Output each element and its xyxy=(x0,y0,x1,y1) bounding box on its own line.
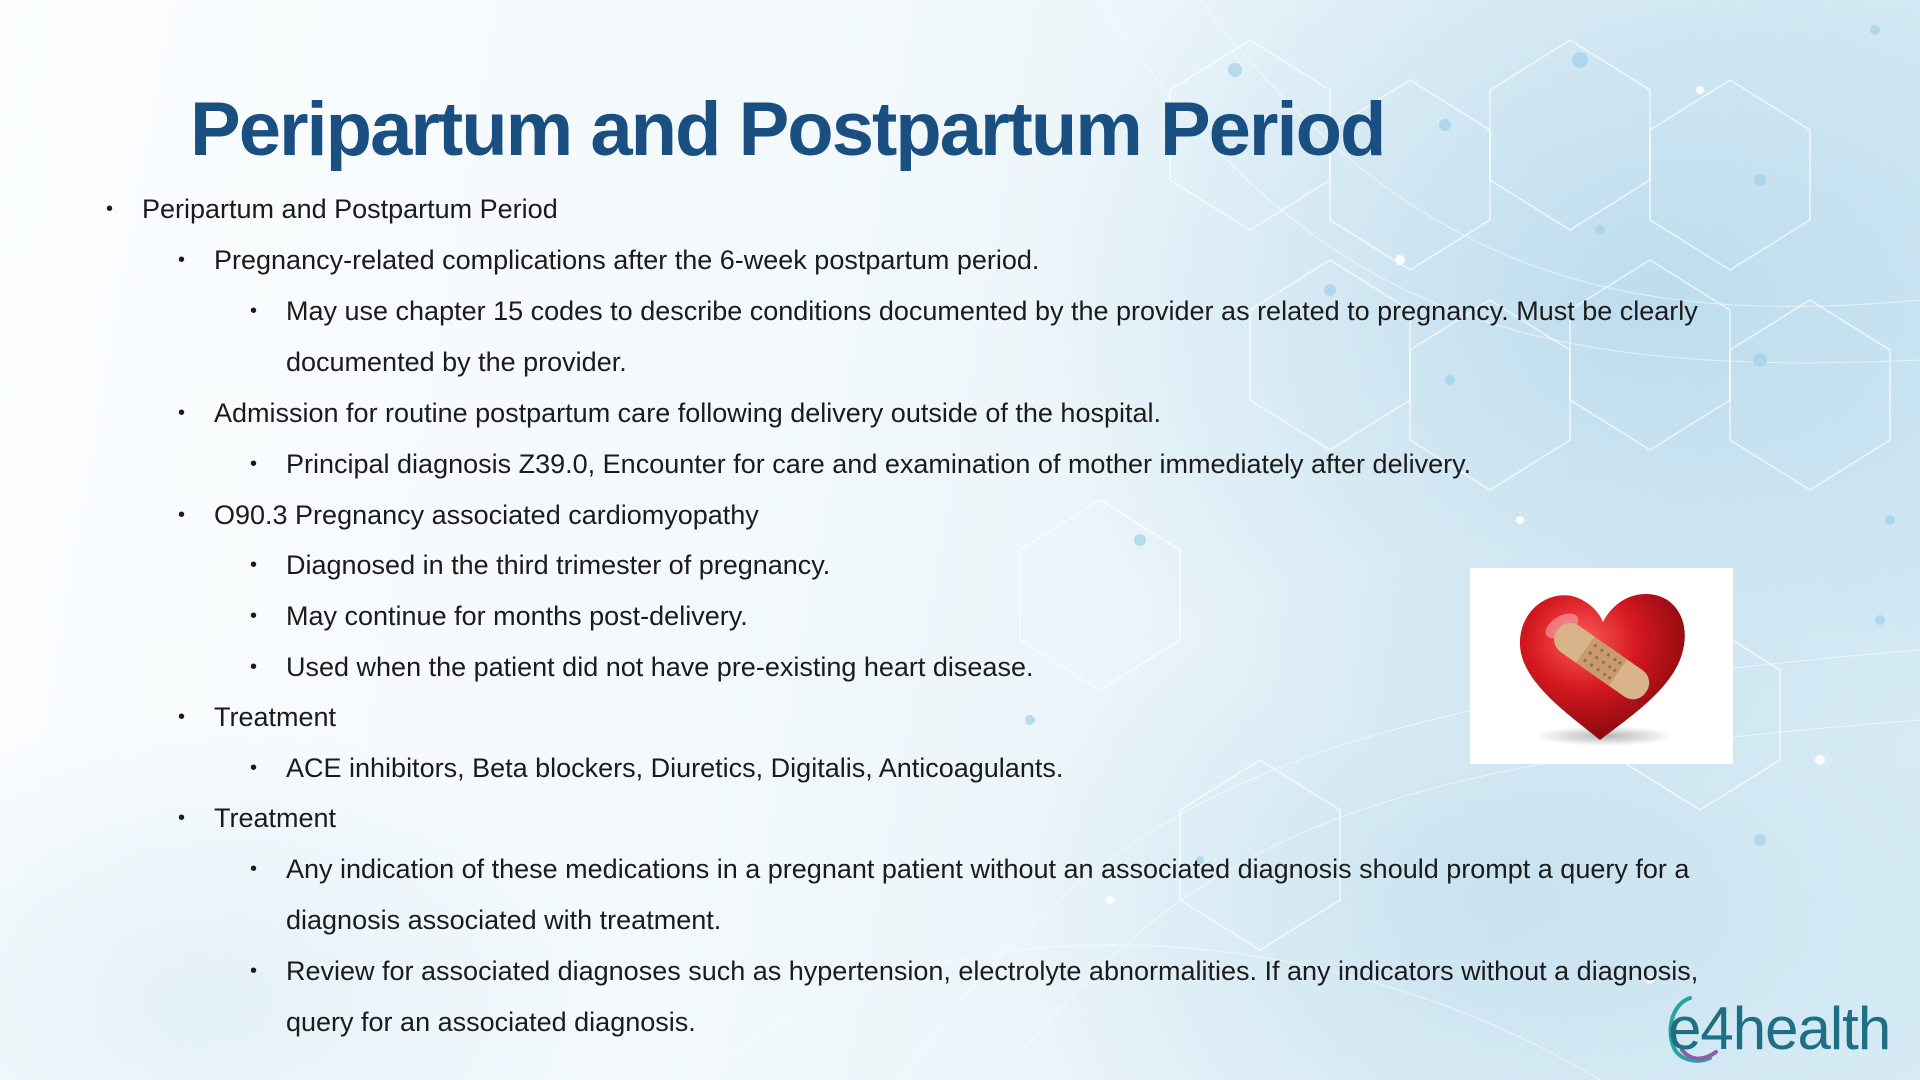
bullet-marker: • xyxy=(250,453,258,475)
bullet-text: Pregnancy-related complications after the 6-week postpartum period. xyxy=(214,245,1040,275)
bullet-text: O90.3 Pregnancy associated cardiomyopathy xyxy=(214,500,759,530)
bullet-text: Diagnosed in the third trimester of pregnancy. xyxy=(286,550,831,580)
bullet-item xyxy=(250,642,1034,693)
bullet-text: Used when the patient did not have pre-existing heart disease. xyxy=(286,652,1034,682)
bullet-marker: • xyxy=(250,858,258,880)
bullet-text: diagnosis associated with treatment. xyxy=(286,905,722,935)
bullet-marker: • xyxy=(250,605,258,627)
bullet-text: query for an associated diagnosis. xyxy=(286,1007,696,1037)
bullet-item xyxy=(178,793,337,844)
bullet-text: documented by the provider. xyxy=(286,347,627,377)
bullet-marker: • xyxy=(250,300,258,322)
heart-icon xyxy=(1470,568,1733,764)
bullet-text: ACE inhibitors, Beta blockers, Diuretics, Digitalis, Anticoagulants. xyxy=(286,753,1064,783)
slide-title: Peripartum and Postpartum Period xyxy=(190,87,1385,172)
bullet-marker: • xyxy=(250,656,258,678)
bullet-continuation xyxy=(286,895,721,946)
bullet-marker: • xyxy=(178,807,186,829)
bullet-text: Treatment xyxy=(214,803,337,833)
bullet-item xyxy=(178,490,759,541)
bullet-marker: • xyxy=(250,554,258,576)
bullet-text: Any indication of these medications in a pregnant patient without an associated diagnosis should prompt a query for a xyxy=(286,854,1690,884)
bullet-item xyxy=(250,286,1698,337)
bullet-marker: • xyxy=(178,402,186,424)
bullet-item xyxy=(250,844,1690,895)
bullet-item xyxy=(250,591,748,642)
bullet-item xyxy=(250,540,831,591)
bullet-item xyxy=(250,439,1472,490)
bullet-marker: • xyxy=(250,757,258,779)
bullet-item xyxy=(178,388,1161,439)
logo-text: e4health xyxy=(1668,995,1891,1062)
bullet-marker: • xyxy=(178,249,186,271)
bullet-item xyxy=(250,946,1699,997)
bullet-text: Principal diagnosis Z39.0, Encounter for care and examination of mother immediately after delivery. xyxy=(286,449,1472,479)
bullet-marker: • xyxy=(250,960,258,982)
bullet-item xyxy=(250,743,1064,794)
bullet-text: Admission for routine postpartum care following delivery outside of the hospital. xyxy=(214,398,1161,428)
bullet-text: Treatment xyxy=(214,702,337,732)
bullet-continuation xyxy=(286,337,627,388)
bullet-item xyxy=(106,184,558,235)
e4health-logo xyxy=(1668,990,1900,1068)
bullet-text: May use chapter 15 codes to describe conditions documented by the provider as related to pregnancy. Must be clearly xyxy=(286,296,1698,326)
bullet-marker: • xyxy=(178,504,186,526)
bullet-item xyxy=(178,692,337,743)
bandaged-heart-image xyxy=(1470,568,1733,764)
bullet-continuation xyxy=(286,997,696,1048)
bullet-item xyxy=(178,235,1040,286)
bullet-text: May continue for months post-delivery. xyxy=(286,601,748,631)
bullet-marker: • xyxy=(106,198,114,220)
bullet-text: Peripartum and Postpartum Period xyxy=(142,194,558,224)
bullet-marker: • xyxy=(178,706,186,728)
bullet-text: Review for associated diagnoses such as hypertension, electrolyte abnormalities. If any indicators without a diagnosis, xyxy=(286,956,1699,986)
